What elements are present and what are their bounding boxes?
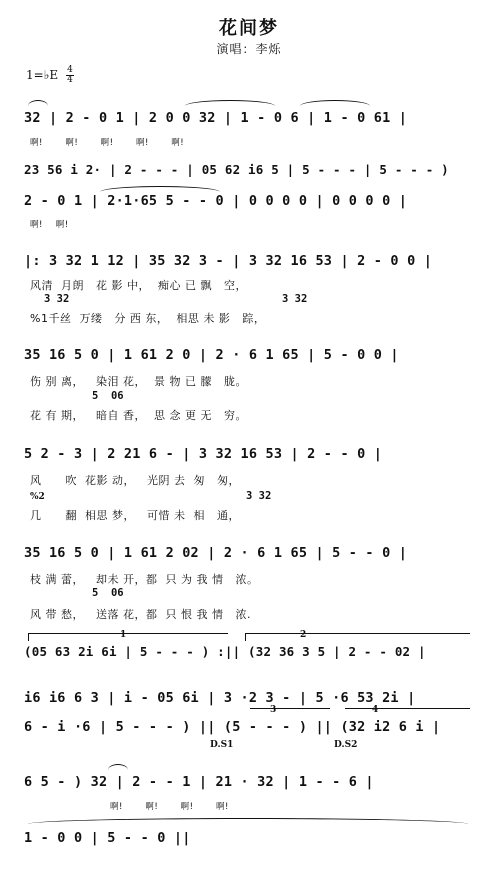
ending-lyric-4: 啊! 啊! 啊! 啊! <box>110 802 229 812</box>
intro-notes-1: 32 | 2 - 0 1 | 2 0 0 32 | 1 - 0 6 | 1 - 0 61 | <box>24 110 408 126</box>
verse-notes-4: 35 16 5 0 | 1 61 2 02 | 2 · 6 1 65 | 5 - - 0 | <box>24 545 408 561</box>
volta-bracket-2 <box>245 633 470 634</box>
alt-notes: 5 06 <box>92 390 124 402</box>
alt-notes: 3 32 <box>282 293 308 305</box>
volta-number-4: 4 <box>372 705 379 715</box>
verse-lyric-1a: 风清 月朗 花 影 中， 痴心 已 飘 空， <box>30 279 247 292</box>
time-denominator: 4 <box>67 75 73 85</box>
volta-bracket-2-edge <box>245 633 246 641</box>
ending-notes-5: 1 - 0 0 | 5 - - 0 || <box>24 830 191 846</box>
segno-mark: %2 <box>30 492 45 502</box>
song-title: 花间梦 <box>219 18 279 39</box>
verse-notes-2: 35 16 5 0 | 1 61 2 0 | 2 · 6 1 65 | 5 - 0 0 | <box>24 347 399 363</box>
slur <box>185 100 275 106</box>
alt-notes: 3 32 <box>246 490 272 502</box>
verse-lyric-3a: 风 吹 花影 动， 光阴 去 匆 匆， <box>30 474 240 487</box>
intro-notes-3: 2 - 0 1 | 2·1·65 5 - - 0 | 0 0 0 0 | 0 0 0 0 | <box>24 193 408 209</box>
slur <box>108 764 128 770</box>
intro-lyric-1: 啊! 啊! 啊! 啊! 啊! <box>30 138 185 148</box>
ending-notes-2: i6 i6 6 3 | i - 05 6i | 3 ·2 3 - | 5 ·6 53 2i | <box>24 690 416 706</box>
slur <box>28 100 48 106</box>
verse-lyric-2a: 伤 别 离， 染泪 花， 景 物 已 朦 胧。 <box>30 375 247 388</box>
volta-number-3: 3 <box>270 705 277 715</box>
ending-notes-1: (05 63 2i 6i | 5 - - - ) :|| (32 36 3 5 | 2 - - 02 | <box>24 644 426 659</box>
volta-bracket-3 <box>250 708 330 709</box>
verse-lyric-2b: 花 有 期， 暗自 香， 思 念 更 无 穷。 <box>30 409 247 422</box>
verse-lyric-3b: 几 翻 相思 梦， 可惜 未 相 通， <box>30 509 240 522</box>
ds1-mark: D.S1 <box>210 740 234 750</box>
slur <box>100 186 220 192</box>
verse-notes-3: 5 2 - 3 | 2 21 6 - | 3 32 16 53 | 2 - - 0 | <box>24 446 383 462</box>
ending-notes-4: 6 5 - ) 32 | 2 - - 1 | 21 · 32 | 1 - - 6 | <box>24 774 374 790</box>
volta-number-1: 1 <box>120 630 127 640</box>
volta-bracket-4 <box>345 708 470 709</box>
tie <box>28 818 468 824</box>
verse-lyric-4b: 风 带 愁， 送落 花，都 只 恨 我 情 浓. <box>30 608 251 621</box>
ds2-mark: D.S2 <box>334 740 358 750</box>
verse-lyric-1b: %1千丝 万缕 分 西 东， 相思 未 影 踪， <box>30 312 266 325</box>
ending-notes-3: 6 - i ·6 | 5 - - - ) || (5 - - - ) || (32 i2 6 i | <box>24 719 441 735</box>
verse-lyric-4a: 枝 满 蕾， 却未 开，都 只 为 我 情 浓。 <box>30 573 259 586</box>
verse-notes-1: |: 3 32 1 12 | 35 32 3 - | 3 32 16 53 | 2 - 0 0 | <box>24 253 433 269</box>
volta-bracket-1-edge <box>28 633 29 641</box>
alt-notes: 3 32 <box>44 293 70 305</box>
intro-lyric-3: 啊! 啊! <box>30 220 69 230</box>
slur <box>300 100 370 106</box>
alt-notes: 5 06 <box>92 587 124 599</box>
time-signature <box>66 66 74 85</box>
singer-credit: 演唱：李烁 <box>216 42 282 56</box>
intro-notes-2: 23 56 i 2· | 2 - - - | 05 62 i6 5 | 5 - - - | 5 - - - ) <box>24 162 449 177</box>
volta-number-2: 2 <box>300 630 307 640</box>
time-numerator: 4 <box>67 65 73 75</box>
volta-bracket-1 <box>28 633 228 634</box>
key-signature: 1=♭E <box>26 68 59 82</box>
